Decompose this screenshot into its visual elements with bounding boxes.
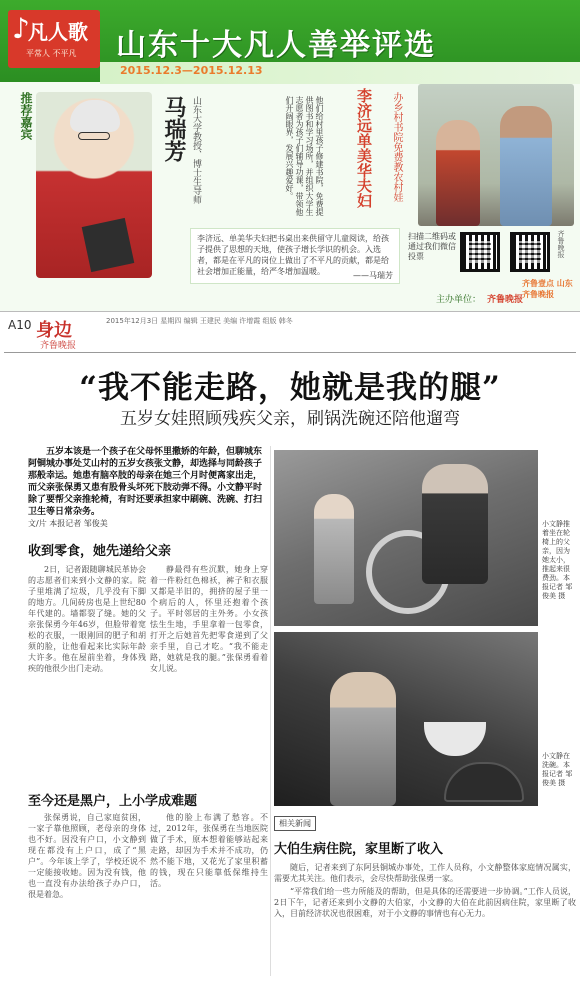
lead-paragraph: 五岁本该是一个孩子在父母怀里撒娇的年龄，但聊城东阿铜城办事处艾山村的五岁女孩张文静，却选择与同龄孩子那般幸运。她患有脑卒肢的母亲在她三个月时便离家出走，而父亲张保勇又患有股骨头坏死下肢动弹不得。小文静平时除了要帮父亲推轮椅，有时还要承担家中刷碗、洗碗、打扫卫生等日常杂务。 — [28, 447, 263, 517]
recommender-title: 山东大学教授、博士生导师 — [191, 96, 201, 204]
body-text: 他的脸上布满了愁容。不过，2012年，张保勇在当地医院做了手术，原本想着能够站起来走路，却因为手术并不成功，仍然不能下地，又花光了家里积蓄的钱，现在只能靠低保维持生活。 — [150, 813, 268, 888]
sponsor-label: 主办单位： — [436, 295, 482, 305]
candidate-story: 他们给村里孩子修建书院，免费提供图书和学习场所，并组织大学生志愿者为孩子们辅导功课，带领他们开阔眼界，发展兴趣爱好。 — [285, 96, 324, 216]
section-heading: 收到零食，她先递给父亲 — [28, 544, 172, 559]
section-heading: 至今还是黑户，上小学成难题 — [28, 794, 198, 809]
photo-caption: 小文静推着坐在轮椅上的父亲，因为她太小，推起来很费劲。本报记者 邹俊美 摄 — [542, 520, 573, 600]
related-news-title: 大伯生病住院，家里断了收入 — [274, 842, 444, 857]
subheadline: 五岁女娃照顾残疾父亲，刷锅洗碗还陪他遛弯 — [120, 409, 460, 429]
photo-caption: 小文静在洗碗。本报记者 邹俊美 摄 — [542, 752, 573, 787]
photo-washing-bowl — [274, 632, 538, 806]
sponsor — [436, 292, 523, 305]
sponsor-name: 齐鲁晚报 — [487, 295, 524, 305]
quote-author: ——马瑞芳 — [353, 271, 393, 280]
logo-subtitle: 平常人 不平凡 — [26, 49, 77, 58]
recommendation-quote — [190, 228, 400, 284]
headline: “我不能走路，她就是我的腿” — [79, 370, 501, 406]
body-text: 张保勇说，自己家庭贫困，一家子靠他照顾，老母亲的身体也不好。因没有户口，小文静到现在都没有上户口，成了“黑户”。今年该上学了，学校还说不一定能接收她。因为没有钱，他也一直没有办法给孩子办户口，很是着急。 — [28, 813, 146, 899]
qr-code-icon[interactable] — [510, 232, 550, 272]
candidate-subtitle: 办乡村书院免费教农村娃 — [391, 92, 402, 202]
recommender-photo — [36, 92, 152, 278]
campaign-banner — [0, 0, 580, 312]
candidate-photo — [418, 84, 574, 226]
qr-code-icon[interactable] — [460, 232, 500, 272]
page-meta: 2015年12月3日 星期四 编辑 王建民 美编 许增霞 组版 韩冬 — [106, 317, 293, 325]
column-divider — [270, 446, 271, 976]
related-paragraph: “平常我们给一些力所能及的帮助，但是具体的还需要进一步协调。”工作人员说，2日下午，记者还来到小文静的大伯家，小文静的大伯在此前因病住院，家里断了收入，目前经济状况也很困难，对于小文静的事情也有心无力。 — [274, 887, 576, 918]
recommend-label: 推荐嘉宾 — [19, 92, 33, 140]
body-text: 2日，记者跟随聊城民革协会的志愿者们来到小文静的家。院子里堆满了垃圾，几乎没有下脚的地方。几间砖房也是上世纪80年代建的。墙都裂了缝。她的父亲张保勇今年46岁，但脸带着宽松的衣服，一眼刚回的肥子和胡须的脸，让他看起来比实际年龄大许多。他在屋前坐着，身体残疾的他很少出门走动。 — [28, 565, 146, 673]
sponsor-logo: 齐鲁壹点 山东齐鲁晚报 — [522, 279, 573, 299]
photo-wheelchair — [274, 450, 538, 626]
column-logo — [8, 10, 100, 68]
related-news-tag: 相关新闻 — [274, 816, 316, 831]
music-note-icon: ♪ — [12, 12, 30, 45]
related-paragraph: 随后，记者来到了东阿县铜城办事处，工作人员称，小文静整体家庭情况属实，需要尤其关注。他们表示，会尽快帮助张保勇一家。 — [274, 863, 576, 883]
body-text: 静最得有些沉默，她身上穿着一件粉红色棉袄，裤子和衣服又都是半旧的，拥挤的屋子里一个病后的人，怀里还抱着个孩子。平时邻居的主外务。小女孩怯生生地，手里拿着一包零食，打开之后她首先把零食递到了父亲手里，自己才吃。“我不能走路，她就是我的腿。”张保勇看着女儿说。 — [150, 565, 268, 673]
recommender-name: 马瑞芳 — [161, 96, 186, 162]
page-number: A10 — [8, 318, 32, 332]
quote-text: 李济远、单美华夫妇把书桌出来供留守儿童阅读，给孩子提供了思想的天地，使孩子增长学识的机会。入选者，都是在平凡的岗位上做出了不平凡的贡献，都是给社会增加正能量，给严冬增加温暖。 — [197, 234, 389, 276]
section-subtitle: 齐鲁晚报 — [40, 341, 77, 351]
related-news-body — [274, 862, 576, 972]
logo-text: 凡人歌 — [28, 20, 88, 44]
section-title: 身边 — [36, 320, 72, 341]
divider — [4, 352, 576, 353]
byline: 文/片 本报记者 邹俊美 — [28, 519, 108, 528]
qr-caption: 齐鲁晚报 — [557, 230, 565, 258]
campaign-dates: 2015.12.3—2015.12.13 — [120, 64, 263, 77]
campaign-title: 山东十大凡人善举评选 — [116, 28, 436, 63]
vote-instructions: 扫描二维码或通过我们微信投票 — [408, 232, 456, 261]
candidate-name: 李济远单美华夫妇 — [355, 88, 373, 208]
